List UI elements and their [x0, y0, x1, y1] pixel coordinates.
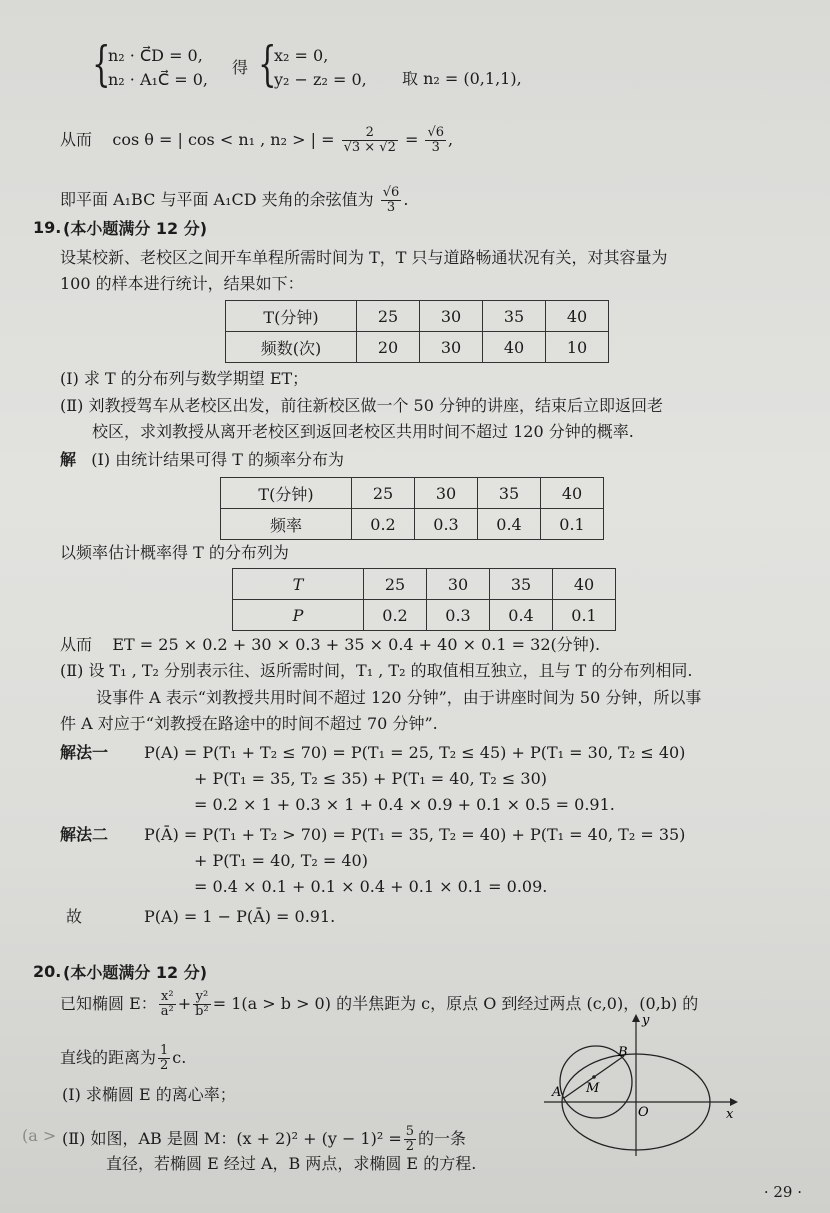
- label-b: B: [618, 1045, 628, 1060]
- method-1-line: + P(T₁ = 35, T₂ ≤ 35) + P(T₁ = 40, T₂ ≤ 30): [194, 769, 548, 788]
- method-2-line: P(Ā) = P(T₁ + T₂ > 70) = P(T₁ = 35, T₂ = 40) + P(T₁ = 40, T₂ = 35): [144, 825, 686, 844]
- y-axis-arrow: [632, 1014, 640, 1022]
- stem: 直线的距离为 $\frac{1}{2}$ c.: [60, 1043, 187, 1073]
- therefore-line: P(A) = 1 − P(Ā) = 0.91.: [144, 907, 336, 926]
- solution-label: 解: [60, 450, 77, 469]
- fraction: $\frac{5}{2}$: [405, 1124, 415, 1154]
- question-header: (本小题满分 12 分): [63, 219, 208, 238]
- label-x: x: [726, 1107, 734, 1122]
- question-number: 19.: [33, 218, 62, 237]
- distribution-table: [232, 568, 616, 631]
- label: 从而: [60, 130, 93, 149]
- stem: 设某校新、老校区之间开车单程所需时间为 T，T 只与道路畅通状况有关，对其容量为: [60, 248, 668, 267]
- solution-line: 解 (Ⅰ) 由统计结果可得 T 的频率分布为: [60, 450, 345, 469]
- label-o: O: [638, 1105, 649, 1120]
- question-header: (本小题满分 12 分): [63, 963, 208, 982]
- table-row: T(分钟) 25 30 35 40: [226, 301, 609, 332]
- equation: y₂ − z₂ = 0,: [274, 70, 367, 89]
- therefore-label: 故: [66, 907, 83, 926]
- equation: x₂ = 0,: [274, 46, 329, 65]
- equation: n₂ · A₁C⃗ = 0,: [108, 70, 208, 89]
- fraction: $\frac{\text{y²}}{\text{b²}}$: [195, 989, 209, 1019]
- take-n2: 取 n₂ = (0,1,1),: [402, 69, 522, 88]
- equation: n₂ · C⃗D = 0,: [108, 46, 203, 65]
- method-1-label: 解法一: [60, 743, 109, 762]
- part-2-cont: 校区，求刘教授从离开老校区到返回老校区共用时间不超过 120 分钟的概率.: [92, 422, 634, 441]
- method-2-line: + P(T₁ = 40, T₂ = 40): [194, 851, 368, 870]
- frequency-rate-table: [220, 477, 604, 540]
- fraction: $\frac{√6}{3}$: [382, 185, 400, 215]
- fraction: $\frac{\text{x²}}{\text{a²}}$: [160, 989, 174, 1019]
- part-2-solution: (Ⅱ) 设 T₁ , T₂ 分别表示往、返所需时间，T₁ , T₂ 的取值相互独立，且与 T 的分布列相同.: [60, 661, 693, 680]
- label-a: A: [552, 1085, 562, 1100]
- part-2: (Ⅱ) 如图，AB 是圆 M：(x + 2)² + (y − 1)² = $\frac{5}{2}$ 的一条: [62, 1124, 467, 1154]
- method-2-label: 解法二: [60, 825, 109, 844]
- part-2-solution: 件 A 对应于“刘教授在路途中的时间不超过 70 分钟”.: [60, 714, 438, 733]
- expectation-line: 从而 ET = 25 × 0.2 + 30 × 0.3 + 35 × 0.4 + 40 × 0.1 = 32(分钟).: [60, 635, 601, 654]
- part-1: (Ⅰ) 求 T 的分布列与数学期望 ET；: [60, 369, 309, 388]
- fraction: $\frac{2}{√3 \times √2}$: [343, 125, 396, 155]
- de-word: 得: [232, 58, 249, 77]
- part-2-solution: 设事件 A 表示“刘教授共用时间不超过 120 分钟”，由于讲座时间为 50 分钟，所以事: [96, 688, 702, 707]
- table-row: T 25 30 35 40: [233, 569, 616, 600]
- question-number: 20.: [33, 962, 62, 981]
- method-2-line: = 0.4 × 0.1 + 0.1 × 0.4 + 0.1 × 0.1 = 0.09.: [194, 877, 548, 896]
- system-1: [108, 44, 208, 92]
- frequency-count-table: [225, 300, 609, 363]
- part-2: (Ⅱ) 刘教授驾车从老校区出发，前往新校区做一个 50 分钟的讲座，结束后立即返回老: [60, 396, 663, 415]
- page-number: · 29 ·: [763, 1183, 802, 1201]
- fraction: $\frac{√6}{3}$: [427, 125, 445, 155]
- table-row: 频率 0.2 0.3 0.4 0.1: [221, 509, 604, 540]
- table-row: P 0.2 0.3 0.4 0.1: [233, 600, 616, 631]
- center-point: [592, 1075, 596, 1079]
- cos-expr: cos θ = | cos < n₁ , n₂ > | =: [112, 130, 335, 149]
- label-y: y: [642, 1013, 650, 1028]
- left-brace: {: [92, 36, 111, 92]
- part-1: (Ⅰ) 求椭圆 E 的离心率；: [62, 1085, 236, 1104]
- stem: 已知椭圆 E： $\frac{\text{x²}}{\text{a²}}$ + $\frac{\text{y²}}{\text{b²}}$ = 1(a > b > 0) 的半焦距为 c，原点 O 到经过两点 (c,0)，(0,b) 的: [60, 989, 699, 1019]
- ellipse-circle-figure: [540, 1010, 740, 1160]
- part-2-cont: 直径，若椭圆 E 经过 A，B 两点，求椭圆 E 的方程.: [106, 1154, 477, 1173]
- x-axis-arrow: [730, 1098, 738, 1106]
- method-1-line: = 0.2 × 1 + 0.3 × 1 + 0.4 × 0.9 + 0.1 × 0.5 = 0.91.: [194, 795, 615, 814]
- left-brace: {: [258, 36, 277, 92]
- label-m: M: [586, 1081, 600, 1096]
- stem: 100 的样本进行统计，结果如下：: [60, 274, 304, 293]
- solution-line: 以频率估计概率得 T 的分布列为: [60, 543, 289, 562]
- system-2: [274, 44, 367, 92]
- method-1-line: P(A) = P(T₁ + T₂ ≤ 70) = P(T₁ = 25, T₂ ≤ 45) + P(T₁ = 30, T₂ ≤ 40): [144, 743, 686, 762]
- table-row: 频数(次) 20 30 40 10: [226, 332, 609, 363]
- fraction: $\frac{1}{2}$: [160, 1043, 169, 1073]
- margin-mark: (a >: [22, 1126, 57, 1145]
- cos-line: 从而 cos θ = | cos < n₁ , n₂ > | = $\frac{2}{√3 \times √2}$ = $\frac{√6}{3}$ ,: [60, 125, 454, 155]
- table-row: T(分钟) 25 30 35 40: [221, 478, 604, 509]
- conclusion: 即平面 A₁BC 与平面 A₁CD 夹角的余弦值为 $\frac{√6}{3}$ .: [60, 185, 409, 215]
